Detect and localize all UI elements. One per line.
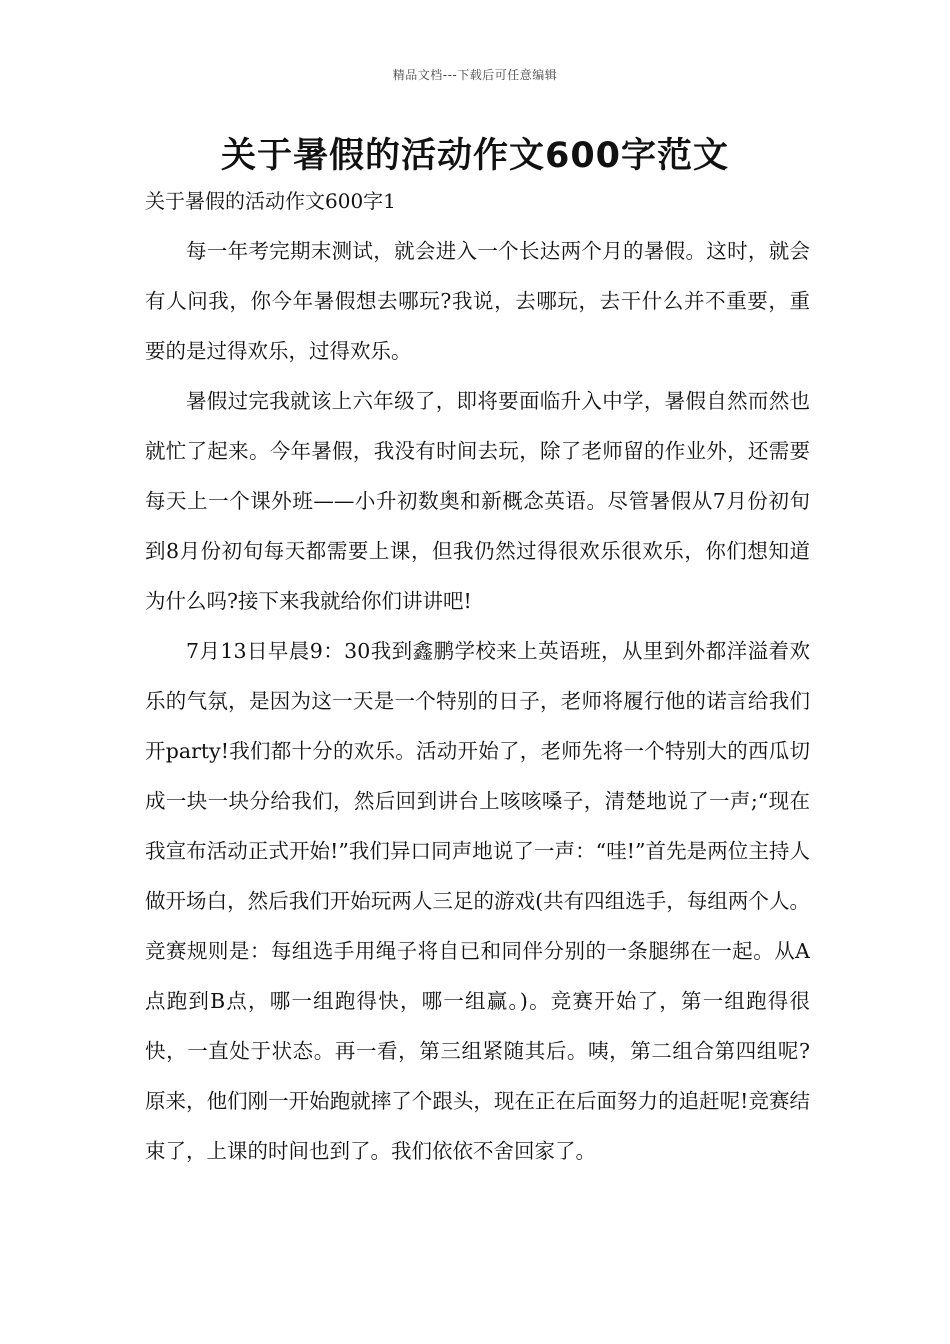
document-subtitle: 关于暑假的活动作文600字1 [145, 189, 396, 213]
paragraph-2: 暑假过完我就该上六年级了，即将要面临升入中学，暑假自然而然也就忙了起来。今年暑假，我没有时间去玩，除了老师留的作业外，还需要每天上一个课外班——小升初数奥和新概念英语。尽管暑假从7月份初旬到8月份初旬每天都需要上课，但我仍然过得很欢乐很欢乐，你们想知道为什么吗?接下来我就给你们讲讲吧! [145, 389, 810, 613]
header-note: 精品文档---下载后可任意编辑 [392, 68, 558, 82]
paragraph-3: 7月13日早晨9：30我到鑫鹏学校来上英语班，从里到外都洋溢着欢乐的气氛，是因为这一天是一个特别的日子，老师将履行他的诺言给我们开party!我们都十分的欢乐。活动开始了，老师先将一个特别大的西瓜切成一块一块分给我们，然后回到讲台上咳咳嗓子，清楚地说了一声;“现在我宣布活动正式开始!”我们异口同声地说了一声：“哇!”首先是两位主持人做开场白，然后我们开始玩两人三足的游戏(共有四组选手，每组两个人。竞赛规则是：每组选手用绳子将自已和同伴分别的一条腿绑在一起。从A点跑到B点，哪一组跑得快，哪一组赢。)。竞赛开始了，第一组跑得很快，一直处于状态。再一看，第三组紧随其后。咦，第二组合第四组呢?原来，他们刚一开始跑就摔了个跟头，现在正在后面努力的追赶呢!竞赛结束了，上课的时间也到了。我们依依不舍回家了。 [145, 639, 810, 1163]
document-title: 关于暑假的活动作文600字范文 [220, 136, 730, 176]
paragraph-1: 每一年考完期末测试，就会进入一个长达两个月的暑假。这时，就会有人问我，你今年暑假想去哪玩?我说，去哪玩，去干什么并不重要，重要的是过得欢乐，过得欢乐。 [145, 239, 810, 363]
document-body [145, 226, 810, 1176]
